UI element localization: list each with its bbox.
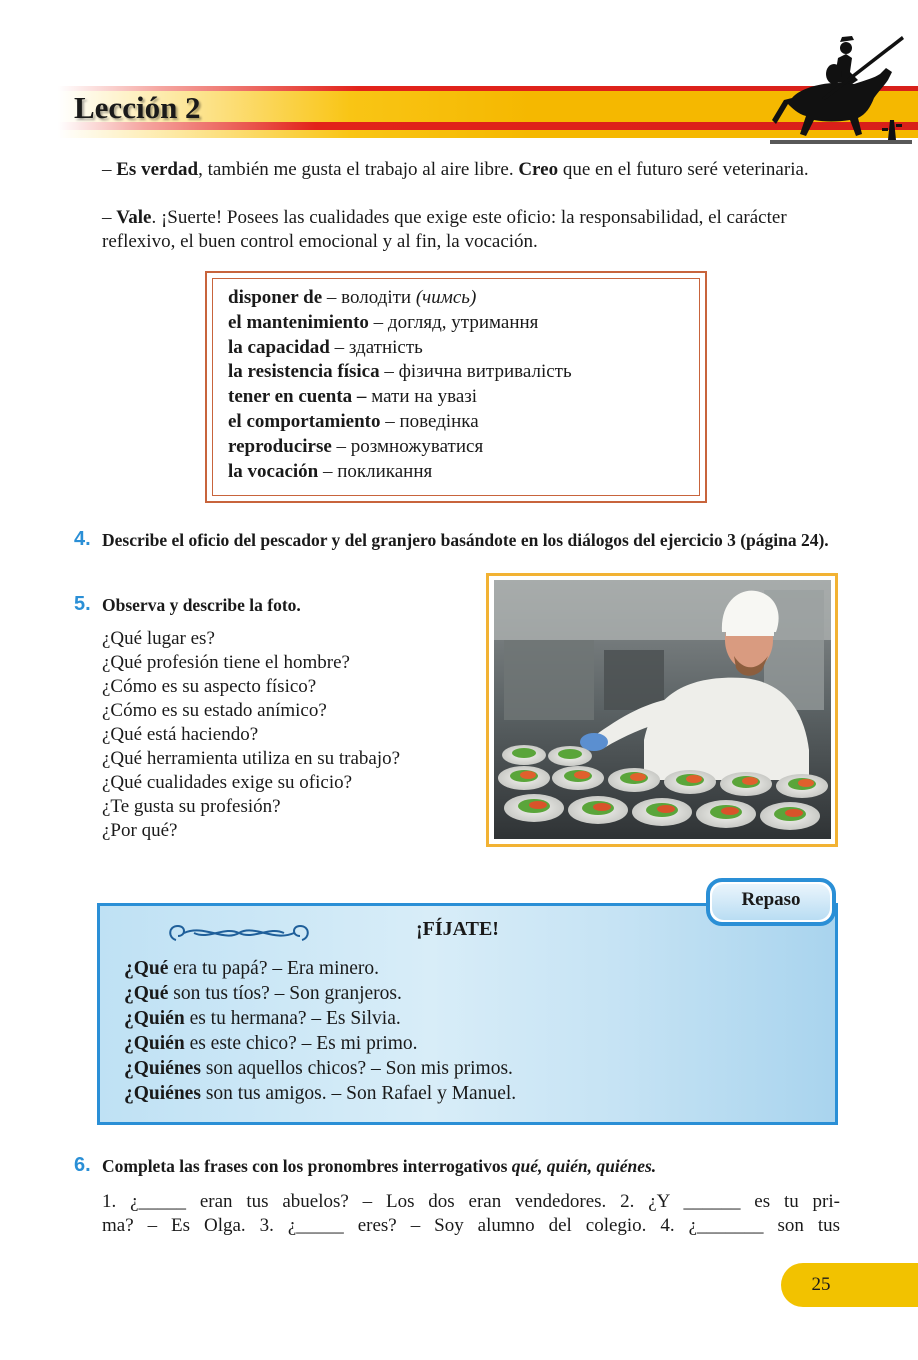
vocab-translation: володіти xyxy=(341,287,416,308)
vocab-item xyxy=(228,410,572,435)
interrogative: ¿Quiénes xyxy=(124,1058,201,1079)
interrogative: ¿Qué xyxy=(124,958,169,979)
example-item xyxy=(124,981,516,1006)
repaso-label: Repaso xyxy=(741,889,801,910)
dialogue-text: que en el futuro seré veterinaria. xyxy=(558,159,809,180)
vocabulary-list xyxy=(228,286,572,484)
vocab-term: tener en cuenta – xyxy=(228,386,367,408)
vocab-term: la capacidad xyxy=(228,336,330,358)
vocab-note: (чимсь) xyxy=(415,287,477,308)
vocab-term: la resistencia física xyxy=(228,361,380,383)
dash: – xyxy=(102,159,117,180)
instruction-italic: qué, quién, quiénes. xyxy=(511,1156,657,1176)
example-item xyxy=(124,1081,516,1106)
ornament-flourish-icon xyxy=(164,918,314,948)
vocab-term: el comportamiento xyxy=(228,410,381,432)
dash: – xyxy=(102,207,117,228)
example-text: es tu hermana? – Es Silvia. xyxy=(184,1008,401,1029)
question-item: ¿Por qué? xyxy=(102,820,178,841)
exercise-6-line-1: 1. ¿_____ eran tus abuelos? – Los dos eran vendedores. 2. ¿Y ______ es tu pri- xyxy=(102,1191,840,1212)
bold-phrase: Es verdad xyxy=(116,159,199,180)
exercise-6-instruction xyxy=(102,1155,842,1177)
vocab-item xyxy=(228,360,572,385)
vocab-term: el mantenimiento xyxy=(228,311,369,333)
exercise-5-questions xyxy=(102,627,422,843)
interrogative: ¿Quiénes xyxy=(124,1083,201,1104)
vocab-sep: – xyxy=(329,336,349,358)
vocab-term: disponer de xyxy=(228,287,323,308)
example-text: es este chico? – Es mi primo. xyxy=(184,1033,418,1054)
interrogative: ¿Qué xyxy=(124,983,169,1004)
exercise-4-instruction: Describe el oficio del pescador y del granjero basándote en los diálogos del ejercicio 3 (página 24). xyxy=(102,530,829,550)
vocab-sep: – xyxy=(331,435,351,457)
vocab-sep: – xyxy=(380,410,400,432)
example-item xyxy=(124,956,516,981)
example-text: son tus amigos. – Son Rafael y Manuel. xyxy=(200,1083,517,1104)
exercise-5-instruction: Observa y describe la foto. xyxy=(102,595,301,615)
exercise-6-line-2: ma? – Es Olga. 3. ¿_____ eres? – Soy alumno del colegio. 4. ¿_______ son tus xyxy=(102,1215,840,1236)
vocab-translation: здатність xyxy=(348,336,423,358)
question-item: ¿Cómo es su estado anímico? xyxy=(102,700,327,721)
vocab-translation: поведінка xyxy=(399,410,479,432)
dialogue-text: , también me gusta el trabajo al aire libre. xyxy=(198,159,519,180)
bold-phrase: Vale xyxy=(116,207,152,228)
example-item xyxy=(124,1031,516,1056)
example-text: son tus tíos? – Son granjeros. xyxy=(168,983,402,1004)
don-quixote-silhouette-icon xyxy=(762,28,918,152)
page-number: 25 xyxy=(811,1274,831,1295)
vocab-item xyxy=(228,311,572,336)
instruction-text: Completa las frases con los pronombres interrogativos xyxy=(102,1156,512,1176)
vocab-item xyxy=(228,286,572,311)
question-item: ¿Qué está haciendo? xyxy=(102,724,259,745)
vocab-translation: догляд, утримання xyxy=(387,311,539,333)
vocab-term: reproducirse xyxy=(228,435,332,457)
question-item: ¿Qué profesión tiene el hombre? xyxy=(102,652,350,673)
vocab-item xyxy=(228,385,572,410)
example-text: son aquellos chicos? – Son mis primos. xyxy=(200,1058,513,1079)
dialogue-line-1 xyxy=(102,158,840,182)
vocab-item xyxy=(228,435,572,460)
interrogative: ¿Quién xyxy=(124,1008,185,1029)
vocab-translation: мати на увазі xyxy=(371,386,478,408)
lesson-title: Lección 2 xyxy=(74,90,201,125)
fijate-title: ¡FÍJATE! xyxy=(416,918,499,940)
vocab-sep: – xyxy=(368,311,388,333)
vocab-item xyxy=(228,460,572,485)
vocab-sep: – xyxy=(318,460,338,482)
exercise-6-number: 6. xyxy=(74,1154,91,1176)
vocab-translation: покликання xyxy=(337,460,433,482)
vocab-term: la vocación xyxy=(228,460,319,482)
question-item: ¿Qué cualidades exige su oficio? xyxy=(102,772,353,793)
example-text: era tu papá? – Era minero. xyxy=(168,958,380,979)
vocab-item xyxy=(228,336,572,361)
dialogue-line-2 xyxy=(102,206,840,254)
dialogue-text: . ¡Suerte! Posees las cualidades que exige este oficio: la responsabilidad, el carácter reflexivo, el buen control emocional y al fin, la vocación. xyxy=(102,207,787,252)
exercise-5-number: 5. xyxy=(74,593,91,615)
question-item: ¿Cómo es su aspecto físico? xyxy=(102,676,317,697)
example-item xyxy=(124,1056,516,1081)
bold-phrase: Creo xyxy=(518,159,559,180)
vocab-translation: розмножуватися xyxy=(350,435,484,457)
question-item: ¿Te gusta su profesión? xyxy=(102,796,281,817)
exercise-4-number: 4. xyxy=(74,528,91,550)
chef-photo xyxy=(494,580,831,839)
question-item: ¿Qué herramienta utiliza en su trabajo? xyxy=(102,748,401,769)
example-item xyxy=(124,1006,516,1031)
interrogative: ¿Quién xyxy=(124,1033,185,1054)
fijate-examples xyxy=(124,956,516,1106)
vocab-translation: фізична витривалість xyxy=(398,361,572,383)
question-item: ¿Qué lugar es? xyxy=(102,628,215,649)
vocab-sep: – xyxy=(379,361,399,383)
vocab-sep: – xyxy=(322,287,342,308)
